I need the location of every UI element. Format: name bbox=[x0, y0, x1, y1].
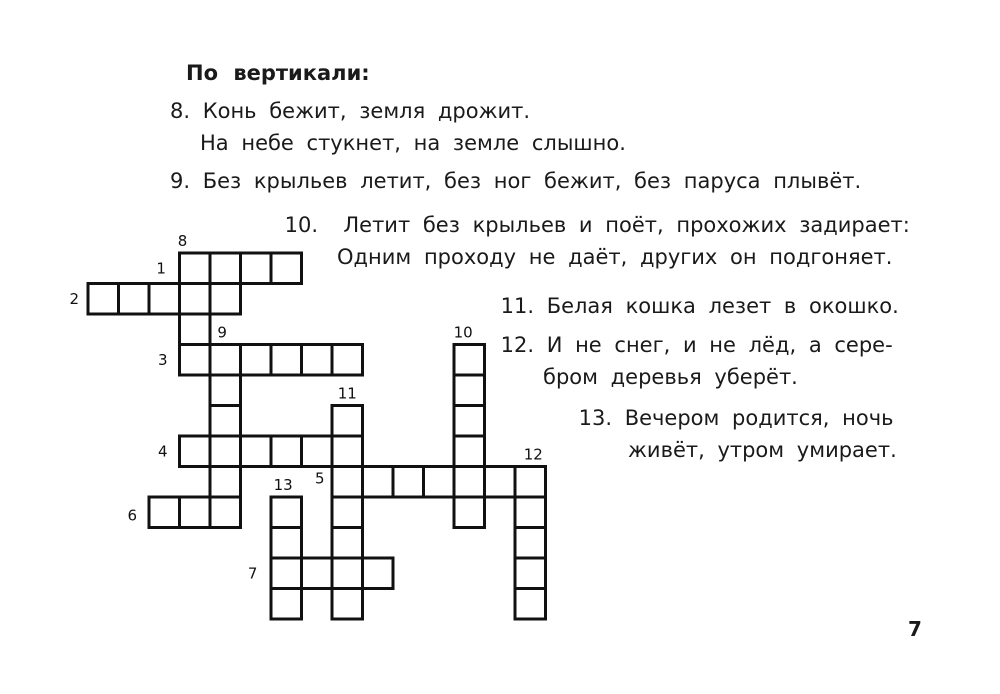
clue-number: 11. bbox=[500, 294, 534, 318]
clue-13 bbox=[572, 402, 897, 466]
page-number: 7 bbox=[908, 617, 922, 641]
cell-number-6: 6 bbox=[127, 506, 137, 525]
crossword-cell[interactable] bbox=[454, 375, 485, 406]
crossword-cell[interactable] bbox=[271, 345, 302, 376]
cell-number-5: 5 bbox=[315, 469, 325, 488]
crossword-cell[interactable] bbox=[271, 436, 302, 467]
crossword-cell[interactable] bbox=[515, 467, 546, 498]
clue-number: 9. bbox=[169, 169, 190, 193]
crossword-cell[interactable] bbox=[210, 436, 241, 467]
cell-number-3: 3 bbox=[157, 350, 168, 369]
cell-number-2: 2 bbox=[69, 289, 80, 308]
crossword-cell[interactable] bbox=[180, 497, 211, 528]
cell-number-4: 4 bbox=[157, 442, 168, 461]
crossword-cell[interactable] bbox=[149, 497, 180, 528]
clue-number: 12. bbox=[500, 333, 534, 357]
clue-text: живёт, утром умирает. bbox=[628, 438, 897, 462]
crossword-cell[interactable] bbox=[149, 284, 180, 315]
crossword-cell[interactable] bbox=[515, 528, 546, 559]
crossword-cell[interactable] bbox=[210, 497, 241, 528]
crossword-cell[interactable] bbox=[210, 284, 241, 315]
crossword-cell[interactable] bbox=[332, 467, 363, 498]
crossword-cell[interactable] bbox=[393, 467, 424, 498]
crossword-cell[interactable] bbox=[271, 497, 302, 528]
clue-text: Вечером родится, ночь bbox=[624, 406, 894, 430]
crossword-cell[interactable] bbox=[454, 345, 485, 376]
crossword-cell[interactable] bbox=[180, 345, 211, 376]
crossword-cell[interactable] bbox=[332, 406, 363, 437]
crossword-cell[interactable] bbox=[515, 497, 546, 528]
crossword-cell[interactable] bbox=[302, 345, 333, 376]
crossword-cell[interactable] bbox=[363, 467, 394, 498]
crossword-cell[interactable] bbox=[271, 558, 302, 589]
clue-text: И не снег, и не лёд, а сере- bbox=[546, 333, 893, 357]
crossword-cell[interactable] bbox=[180, 436, 211, 467]
cell-number-8: 8 bbox=[177, 231, 188, 250]
crossword-cell[interactable] bbox=[88, 284, 119, 315]
cell-number-10: 10 bbox=[453, 323, 473, 342]
crossword-cell[interactable] bbox=[363, 558, 394, 589]
clue-12 bbox=[494, 329, 893, 393]
crossword-cell[interactable] bbox=[332, 345, 363, 376]
crossword-cell[interactable] bbox=[515, 589, 546, 620]
clue-text: На небе стукнет, на земле слышно. bbox=[200, 131, 626, 155]
crossword-cell[interactable] bbox=[241, 253, 272, 284]
crossword-cell[interactable] bbox=[241, 436, 272, 467]
crossword-cell[interactable] bbox=[241, 345, 272, 376]
crossword-cell[interactable] bbox=[180, 253, 211, 284]
clue-number: 10. bbox=[284, 213, 318, 237]
clue-number: 13. bbox=[578, 406, 612, 430]
crossword-cell[interactable] bbox=[332, 528, 363, 559]
crossword-cell[interactable] bbox=[119, 284, 150, 315]
crossword-cell[interactable] bbox=[485, 467, 516, 498]
section-heading: По вертикали: bbox=[186, 61, 370, 85]
crossword-cell[interactable] bbox=[454, 467, 485, 498]
crossword-cell[interactable] bbox=[210, 375, 241, 406]
clue-text: Конь бежит, земля дрожит. bbox=[202, 99, 531, 123]
clue-number: 8. bbox=[169, 99, 190, 123]
crossword-cell[interactable] bbox=[180, 284, 211, 315]
cell-number-12: 12 bbox=[523, 445, 543, 464]
cell-number-1: 1 bbox=[156, 259, 166, 278]
crossword-cell[interactable] bbox=[454, 406, 485, 437]
crossword-cell[interactable] bbox=[210, 406, 241, 437]
clue-text: Одним проходу не даёт, других он подгоняет. bbox=[337, 245, 893, 269]
clue-text: Летит без крыльев и поёт, прохожих задирает: bbox=[343, 213, 910, 237]
crossword-cell[interactable] bbox=[332, 436, 363, 467]
crossword-cell[interactable] bbox=[302, 436, 333, 467]
crossword-cell[interactable] bbox=[454, 497, 485, 528]
crossword-cell[interactable] bbox=[271, 528, 302, 559]
clue-text: бром деревья уберёт. bbox=[543, 365, 798, 389]
clue-8 bbox=[160, 95, 626, 159]
crossword-cell[interactable] bbox=[210, 467, 241, 498]
crossword-cell[interactable] bbox=[271, 589, 302, 620]
crossword-cell[interactable] bbox=[210, 345, 241, 376]
clue-text: Белая кошка лезет в окошко. bbox=[546, 294, 899, 318]
cell-number-11: 11 bbox=[337, 384, 357, 403]
clue-11 bbox=[494, 290, 899, 322]
clue-10 bbox=[278, 209, 910, 273]
crossword-cell[interactable] bbox=[332, 589, 363, 620]
crossword-cell[interactable] bbox=[210, 253, 241, 284]
cell-number-9: 9 bbox=[217, 323, 227, 342]
crossword-cell[interactable] bbox=[302, 558, 333, 589]
clue-text: Без крыльев летит, без ног бежит, без паруса плывёт. bbox=[202, 169, 862, 193]
clue-9 bbox=[160, 165, 861, 197]
crossword-cell[interactable] bbox=[332, 497, 363, 528]
crossword-cell[interactable] bbox=[332, 558, 363, 589]
crossword-cell[interactable] bbox=[454, 436, 485, 467]
crossword-cell[interactable] bbox=[515, 558, 546, 589]
crossword-cell[interactable] bbox=[180, 314, 211, 345]
cell-number-13: 13 bbox=[273, 475, 293, 494]
crossword-cell[interactable] bbox=[424, 467, 455, 498]
cell-number-7: 7 bbox=[247, 564, 258, 583]
